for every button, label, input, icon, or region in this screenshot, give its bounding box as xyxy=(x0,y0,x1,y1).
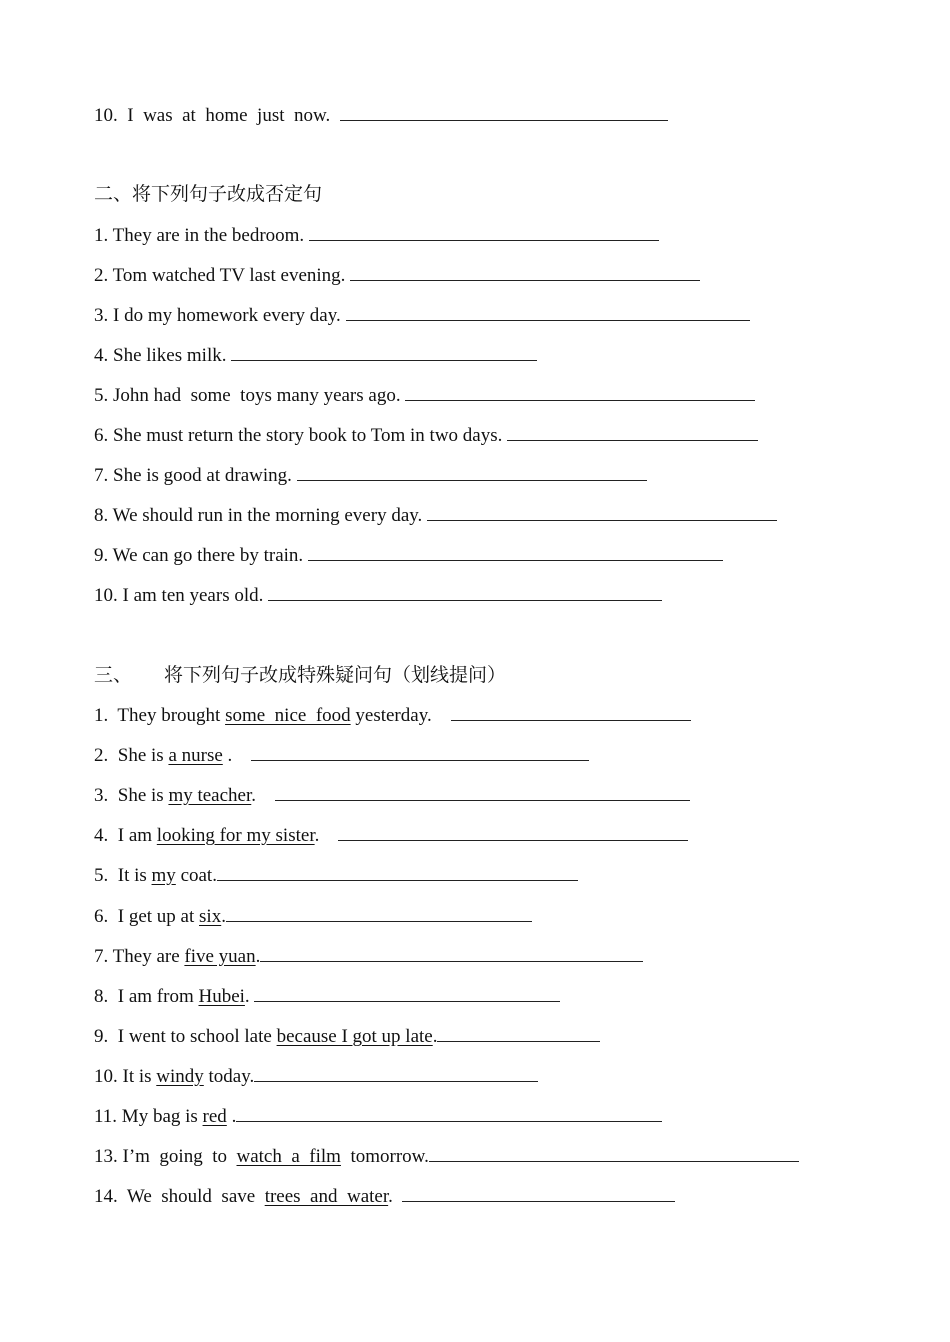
question-1-10: 10. I was at home just now. xyxy=(94,102,668,128)
question-3-1: 1. They brought some nice food yesterday. xyxy=(94,702,691,728)
answer-blank[interactable] xyxy=(340,102,668,121)
answer-blank[interactable] xyxy=(231,342,537,361)
answer-blank[interactable] xyxy=(260,943,643,962)
answer-blank[interactable] xyxy=(297,462,647,481)
question-3-5: 5. It is my coat. xyxy=(94,862,578,888)
answer-blank[interactable] xyxy=(226,903,532,922)
question-2-3: 3. I do my homework every day. xyxy=(94,302,750,328)
answer-blank[interactable] xyxy=(254,1063,538,1082)
question-2-1: 1. They are in the bedroom. xyxy=(94,222,659,248)
question-2-7: 7. She is good at drawing. xyxy=(94,462,647,488)
answer-blank[interactable] xyxy=(405,382,755,401)
answer-blank[interactable] xyxy=(402,1183,675,1202)
question-3-2: 2. She is a nurse . xyxy=(94,742,589,768)
question-3-11: 11. My bag is red . xyxy=(94,1103,662,1129)
section-3-heading: 三、 将下列句子改成特殊疑问句（划线提问） xyxy=(94,664,507,686)
question-2-2: 2. Tom watched TV last evening. xyxy=(94,262,700,288)
answer-blank[interactable] xyxy=(275,782,690,801)
section-2-heading: 二、将下列句子改成否定句 xyxy=(94,183,323,205)
answer-blank[interactable] xyxy=(350,262,700,281)
question-2-6: 6. She must return the story book to Tom in two days. xyxy=(94,422,758,448)
question-3-13: 13. I’m going to watch a film tomorrow. xyxy=(94,1143,799,1169)
question-3-7: 7. They are five yuan. xyxy=(94,943,643,969)
question-3-10: 10. It is windy today. xyxy=(94,1063,538,1089)
question-2-9: 9. We can go there by train. xyxy=(94,542,723,568)
answer-blank[interactable] xyxy=(308,542,723,561)
question-3-14: 14. We should save trees and water. xyxy=(94,1183,675,1209)
question-2-4: 4. She likes milk. xyxy=(94,342,537,368)
answer-blank[interactable] xyxy=(437,1023,600,1042)
answer-blank[interactable] xyxy=(346,302,750,321)
answer-blank[interactable] xyxy=(338,822,688,841)
answer-blank[interactable] xyxy=(309,222,659,241)
question-3-6: 6. I get up at six. xyxy=(94,903,532,929)
question-2-10: 10. I am ten years old. xyxy=(94,582,662,608)
answer-blank[interactable] xyxy=(429,1143,799,1162)
answer-blank[interactable] xyxy=(507,422,758,441)
answer-blank[interactable] xyxy=(427,502,777,521)
answer-blank[interactable] xyxy=(268,582,662,601)
answer-blank[interactable] xyxy=(254,983,560,1002)
answer-blank[interactable] xyxy=(217,862,578,881)
answer-blank[interactable] xyxy=(251,742,589,761)
answer-blank[interactable] xyxy=(236,1103,662,1122)
answer-blank[interactable] xyxy=(451,702,691,721)
question-3-8: 8. I am from Hubei. xyxy=(94,983,560,1009)
question-3-4: 4. I am looking for my sister. xyxy=(94,822,688,848)
question-3-3: 3. She is my teacher. xyxy=(94,782,690,808)
question-2-8: 8. We should run in the morning every day. xyxy=(94,502,777,528)
question-3-9: 9. I went to school late because I got up late. xyxy=(94,1023,600,1049)
question-2-5: 5. John had some toys many years ago. xyxy=(94,382,755,408)
